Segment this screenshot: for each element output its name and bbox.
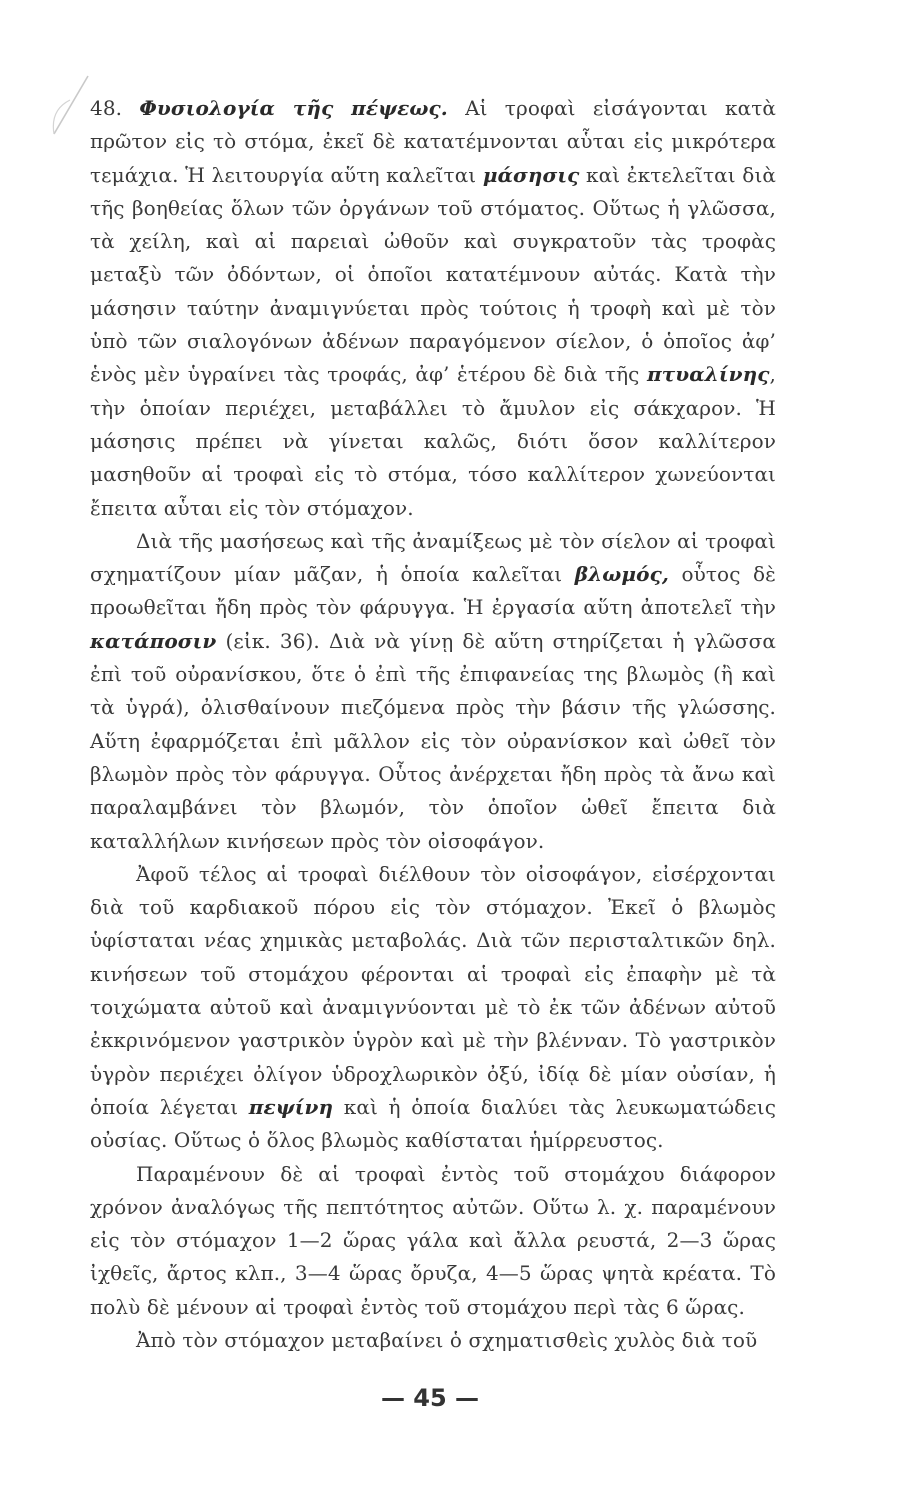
paragraph-3: [90, 858, 776, 1158]
paragraph-3-text-a: Ἀφοῦ τέλος αἱ τροφαὶ διέλθουν τὸν οἰσοφάγον, εἰσέρχονται διὰ τοῦ καρδιακοῦ πόρου εἰς τὸν στόμαχον. Ἐκεῖ ὁ βλωμὸς ὑφίσταται νέας χημικὰς μεταβολάς. Διὰ τῶν περισταλτικῶν δηλ. κινήσεων τοῦ στομάχου φέρονται αἱ τροφαὶ εἰς ἐπαφὴν μὲ τὰ τοιχώματα αὐτοῦ καὶ ἀναμιγνύονται μὲ τὸ ἐκ τῶν ἀδένων αὐτοῦ ἐκκρινόμενον γαστρικὸν ὑγρὸν καὶ μὲ τὴν βλένναν. Τὸ γαστρικὸν ὑγρὸν περιέχει ὀλίγον ὑδροχλωρικὸν ὀξύ, ἰδίᾳ δὲ μίαν οὐσίαν, ἡ ὁποία λέγεται: [90, 861, 776, 1119]
body-text: [90, 92, 776, 1357]
term-vlomos: βλωμός,: [574, 562, 669, 587]
term-pepsini: πεψίνη: [248, 1094, 334, 1119]
section-title: Φυσιολογία τῆς πέψεως.: [139, 96, 448, 120]
page-number: — 45 —: [380, 1384, 480, 1412]
paragraph-4: Παραμένουν δὲ αἱ τροφαὶ ἐντὸς τοῦ στομάχου διάφορον χρόνον ἀναλόγως τῆς πεπτότητος αὐτῶν. Οὕτω λ. χ. παραμένουν εἰς τὸν στόμαχον 1—2 ὥρας γάλα καὶ ἄλλα ρευστά, 2—3 ὥρας ἰχθεῖς, ἄρτος κλπ., 3—4 ὥρας ὄρυζα, 4—5 ὥρας ψητὰ κρέατα. Τὸ πολὺ δὲ μένουν αἱ τροφαὶ ἐντὸς τοῦ στομάχου περὶ τὰς 6 ὥρας.: [90, 1161, 776, 1319]
paragraph-1-text-b: καὶ ἐκτελεῖται διὰ τῆς βοηθείας ὅλων τῶν ὀργάνων τοῦ στόματος. Οὕτως ἡ γλῶσσα, τὰ χείλη, καὶ αἱ παρειαὶ ὠθοῦν καὶ συγκρατοῦν τὰς τροφὰς μεταξὺ τῶν ὀδόντων, οἱ ὁποῖοι κατατέμνουν αὐτάς. Κατὰ τὴν μάσησιν ταύτην ἀναμιγνύεται πρὸς τούτοις ἡ τροφὴ καὶ μὲ τὸν ὑπὸ τῶν σιαλογόνων ἀδένων παραγόμενον σίελον, ὁ ὁποῖος ἀφ’ ἑνὸς μὲν ὑγραίνει τὰς τροφάς, ἀφ’ ἑτέρου δὲ διὰ τῆς: [90, 162, 776, 387]
paragraph-1: [90, 92, 776, 525]
paragraph-1-text-a: Αἱ τροφαὶ εἰσάγονται κατὰ πρῶτον εἰς τὸ στόμα, ἐκεῖ δὲ κατατέμνονται αὗται εἰς μικρότερα τεμάχια. Ἡ λειτουργία αὕτη καλεῖται: [90, 96, 776, 187]
term-kataposin: κατάποσιν: [90, 628, 217, 653]
paragraph-2-text-a: Διὰ τῆς μασήσεως καὶ τῆς ἀναμίξεως μὲ τὸν σίελον αἱ τροφαὶ σχηματίζουν μίαν μᾶζαν, ἡ ὁποία καλεῖται: [90, 528, 776, 587]
paragraph-2: [90, 525, 776, 858]
term-ptyalinis: πτυαλίνης: [646, 362, 770, 387]
paragraph-2-text-c: (εἰκ. 36). Διὰ νὰ γίνῃ δὲ αὕτη στηρίζεται ἡ γλῶσσα ἐπὶ τοῦ οὐρανίσκου, ὅτε ὁ ἐπὶ τῆς ἐπιφανείας της βλωμὸς (ἢ καὶ τὰ ὑγρά), ὀλισθαίνουν πιεζόμενα πρὸς τὴν βάσιν τῆς γλώσσης. Αὕτη ἐφαρμόζεται ἐπὶ μᾶλλον εἰς τὸν οὐρανίσκον καὶ ὠθεῖ τὸν βλωμὸν πρὸς τὸν φάρυγγα. Οὗτος ἀνέρχεται ἤδη πρὸς τὰ ἄνω καὶ παραλαμβάνει τὸν βλωμόν, τὸν ὁποῖον ὠθεῖ ἔπειτα διὰ καταλλήλων κινήσεων πρὸς τὸν οἰσοφάγον.: [90, 628, 776, 853]
paragraph-5: Ἀπὸ τὸν στόμαχον μεταβαίνει ὁ σχηματισθεὶς χυλὸς διὰ τοῦ: [136, 1327, 758, 1352]
paragraph-3-text-b: καὶ ἡ ὁποία διαλύει τὰς λευκωματώδεις οὐσίας. Οὕτως ὁ ὅλος βλωμὸς καθίσταται ἡμίρρευστος.: [90, 1094, 777, 1153]
section-number: 48.: [90, 96, 123, 120]
paragraph-2-text-b: οὗτος δὲ προωθεῖται ἤδη πρὸς τὸν φάρυγγα. Ἡ ἐργασία αὕτη ἀποτελεῖ τὴν: [90, 562, 776, 620]
paragraph-1-text-c: , τὴν ὁποίαν περιέχει, μεταβάλλει τὸ ἄμυλον εἰς σάκχαρον. Ἡ μάσησις πρέπει νὰ γίνεται καλῶς, διότι ὅσον καλλίτερον μασηθοῦν αἱ τροφαὶ εἰς τὸ στόμα, τόσο καλλίτερον χωνεύονται ἔπειτα αὗται εἰς τὸν στόμαχον.: [90, 362, 776, 520]
term-masesis: μάσησις: [482, 162, 580, 187]
